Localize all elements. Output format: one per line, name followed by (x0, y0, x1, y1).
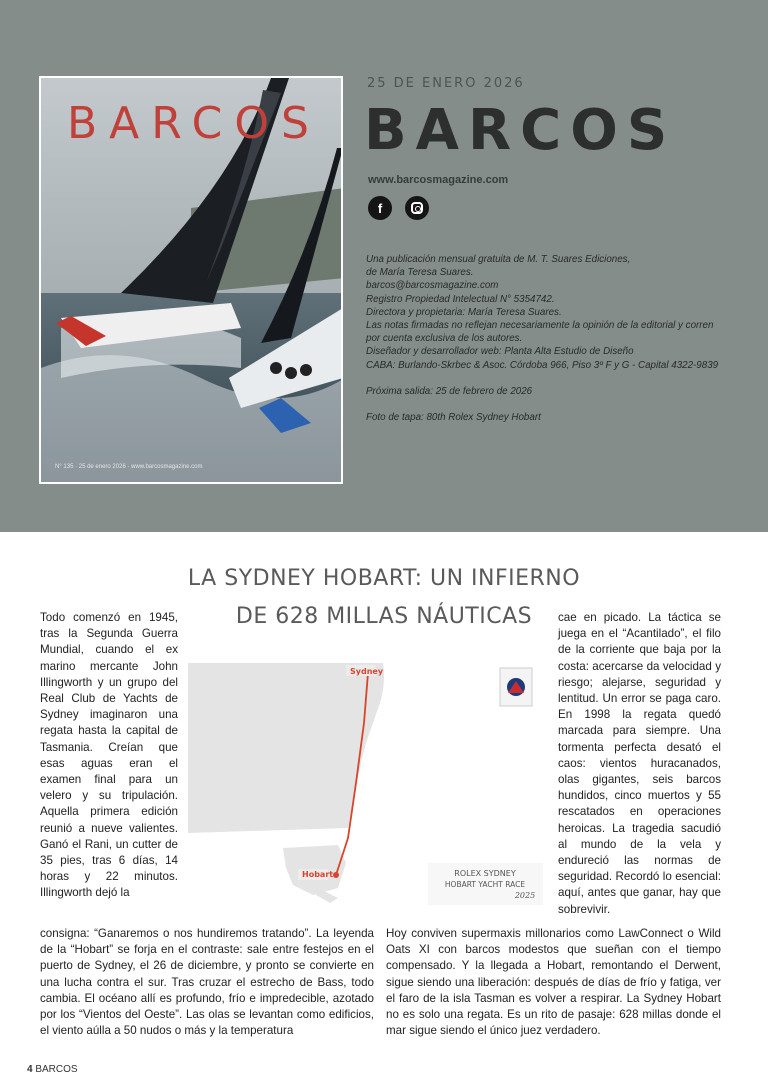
spacer (366, 398, 706, 411)
facebook-icon[interactable] (368, 196, 392, 220)
website-link[interactable]: www.barcosmagazine.com (368, 174, 509, 186)
cover-title: BARCOS (67, 98, 321, 149)
cover-footer-text: N° 135 · 25 de enero 2026 · www.barcosmagazine.com (55, 464, 203, 470)
headline-line-1: LA SYDNEY HOBART: UN INFIERNO (187, 566, 581, 591)
cover-photo-credit: Foto de tapa: 80th Rolex Sydney Hobart (366, 412, 541, 424)
credit-line: de María Teresa Suares. (366, 267, 474, 279)
article-right-column: cae en picado. La táctica se juega en el “Acantilado”, el filo de la corriente que baja por la costa: acercarse da velocidad y riesgo; alejarse, seguridad y lentitud. Un error se paga caro. En 1998 la regata quedó marcada para siempre. Una tormenta perfecta desató el caos: vientos huracanados, olas gigantes, seis barcos hundidos, cinco muertos y 55 rescatados en operaciones heroicas. La tragedia sacudió al mundo de la vela y endureció las normas de seguridad. Recordó lo esencial: aquí, antes que ganar, hay que sobrevivir. (558, 611, 721, 916)
cover-image (39, 76, 343, 484)
facebook-glyph: f (377, 200, 383, 216)
map-label-end: Hobart (302, 870, 334, 879)
credits-block (366, 253, 719, 424)
credit-line: Las notas firmadas no reflejan necesariamente la opinión de la editorial y corren (366, 320, 714, 332)
headline-line-2: DE 628 MILLAS NÁUTICAS (235, 604, 533, 629)
footer-magazine: BARCOS (35, 1064, 78, 1075)
next-issue: Próxima salida: 25 de febrero de 2026 (366, 385, 533, 397)
spacer (366, 372, 706, 385)
credit-line: por cuenta exclusiva de los autores. (366, 333, 523, 345)
finish-marker (333, 872, 339, 878)
map-label-start: Sydney (350, 667, 384, 676)
race-route-map (188, 663, 558, 921)
page-number: 4 (27, 1064, 33, 1075)
credit-line: Directora y propietaria: María Teresa Suares. (366, 306, 562, 318)
logo-line-1: ROLEX SYDNEY (454, 869, 516, 878)
credit-email[interactable]: barcos@barcosmagazine.com (366, 280, 499, 292)
instagram-icon[interactable] (405, 196, 429, 220)
credit-line: Una publicación mensual gratuita de M. T. Suares Ediciones, (366, 254, 631, 265)
credit-line: CABA: Burlando-Skrbec & Asoc. Córdoba 966, Piso 3º F y G - Capital 4322-9839 (366, 359, 719, 371)
route-map-svg (188, 663, 558, 921)
credit-line: Registro Propiedad Intelectual N° 5354742. (366, 293, 555, 305)
logo-line-2: HOBART YACHT RACE (444, 880, 526, 889)
issue-date: 25 DE ENERO 2026 (367, 76, 525, 91)
instagram-glyph (411, 202, 423, 214)
article-bottom-left: consigna: “Ganaremos o nos hundiremos tratando”. La leyenda de la “Hobart” se forja en el contraste: sale entre festejos en el puerto de Sydney, el 26 de diciembre, y pronto se convierte en una lucha contra el sur. Tras cruzar el estrecho de Bass, todo cambia. El océano allí es profundo, frío e impredecible, azotado por los “Vientos del Oeste”. Las olas se levantan como edificios, el viento aúlla a 50 nudos o más y la temperatura (40, 927, 374, 1038)
rolex-sydney-hobart-logo (428, 863, 543, 905)
article-left-column: Todo comenzó en 1945, tras la Segunda Guerra Mundial, cuando el ex marino mercante John Illingworth y un grupo del Real Club de Yachts de Sydney imaginaron una regata hasta la capital de Tasmania. Creían que esas aguas eran el examen final para un velero y su tripulación. Aquella primera edición reunió a nueve valientes. Ganó el Rani, un cutter de 35 pies, tras 6 días, 14 horas y 22 minutos. Illingworth dejó la (40, 611, 178, 900)
magazine-brand: BARCOS (364, 98, 677, 163)
article-bottom-right: Hoy conviven supermaxis millonarios como LawConnect o Wild Oats XI con barcos modestos que sueñan con el tiempo compensado. Y la llegada a Hobart, remontando el Derwent, sigue siendo una liberación: después de días de frío y fatiga, ver el faro de la isla Tasman es volver a respirar. La Sydney Hobart no es solo una regata. Es un rito de pasaje: 628 millas donde el mar sigue siendo el único juez verdadero. (386, 927, 721, 1038)
credit-line: Diseñador y desarrollador web: Planta Alta Estudio de Diseño (366, 346, 634, 358)
page-footer (27, 1064, 78, 1075)
logo-year: 2025 (514, 891, 536, 900)
club-burgee-icon (500, 668, 532, 706)
